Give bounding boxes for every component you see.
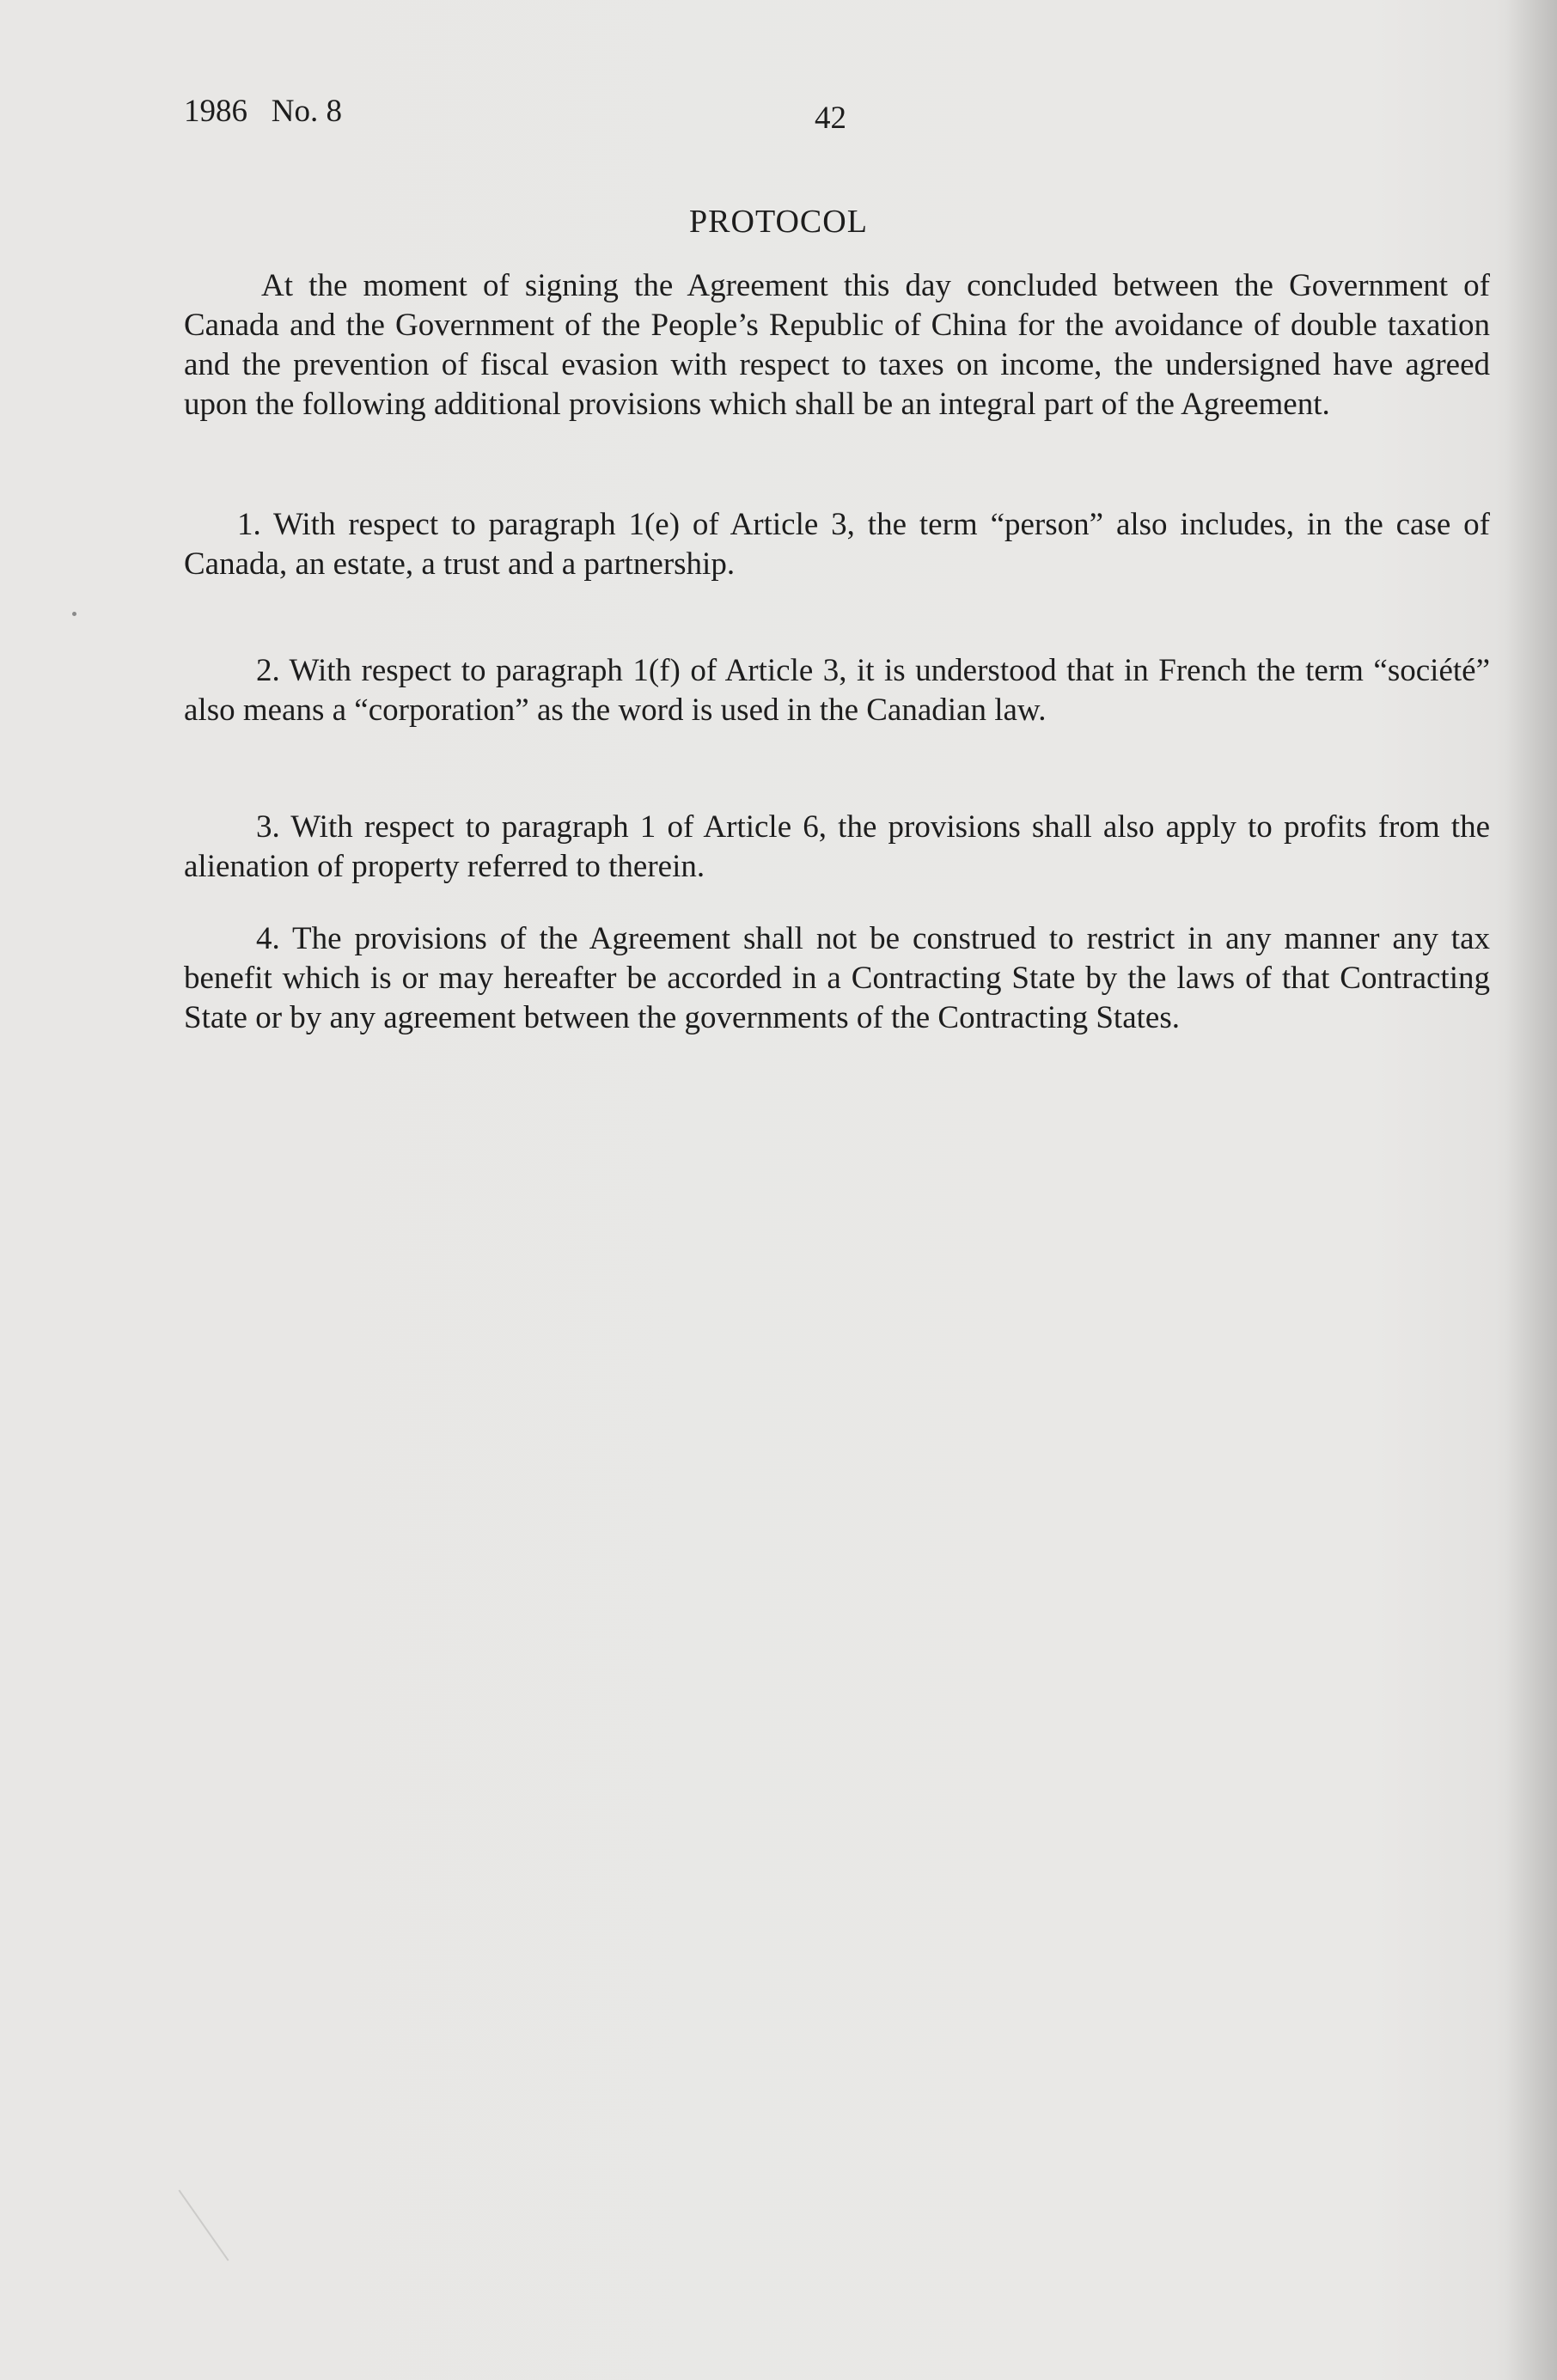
provision-paragraph-1: 1. With respect to paragraph 1(e) of Article 3, the term “person” also includes, in the case of Canada, an estate, a trust and a partnership. [184,507,1490,582]
header-year-number: 1986 No. 8 [184,94,342,129]
intro-paragraph: At the moment of signing the Agreement this day concluded between the Government of Canada and the Government of the People’s Republic of China for the avoidance of double taxation and the prevention of fiscal evasion with respect to taxes on income, the undersigned have agreed upon the following additional provisions which shall be an integral part of the Agreement. [184,268,1490,422]
paper-speck [72,612,76,616]
provision-paragraph-3: 3. With respect to paragraph 1 of Article 6, the provisions shall also apply to profits from the alienation of property referred to therein. [184,809,1490,884]
provision-paragraph-2: 2. With respect to paragraph 1(f) of Article 3, it is understood that in French the term “société” also means a “corporation” as the word is used in the Canadian law. [184,653,1490,728]
page-number: 42 [815,101,846,136]
page-edge-shadow [1505,0,1557,2380]
paper-scratch [179,2189,229,2261]
document-title: PROTOCOL [689,204,868,240]
provision-paragraph-4: 4. The provisions of the Agreement shall not be construed to restrict in any manner any tax benefit which is or may hereafter be accorded in a Contracting State by the laws of that Contracting State or by any agreement between the governments of the Contracting States. [184,921,1490,1035]
page-header [184,93,1490,136]
